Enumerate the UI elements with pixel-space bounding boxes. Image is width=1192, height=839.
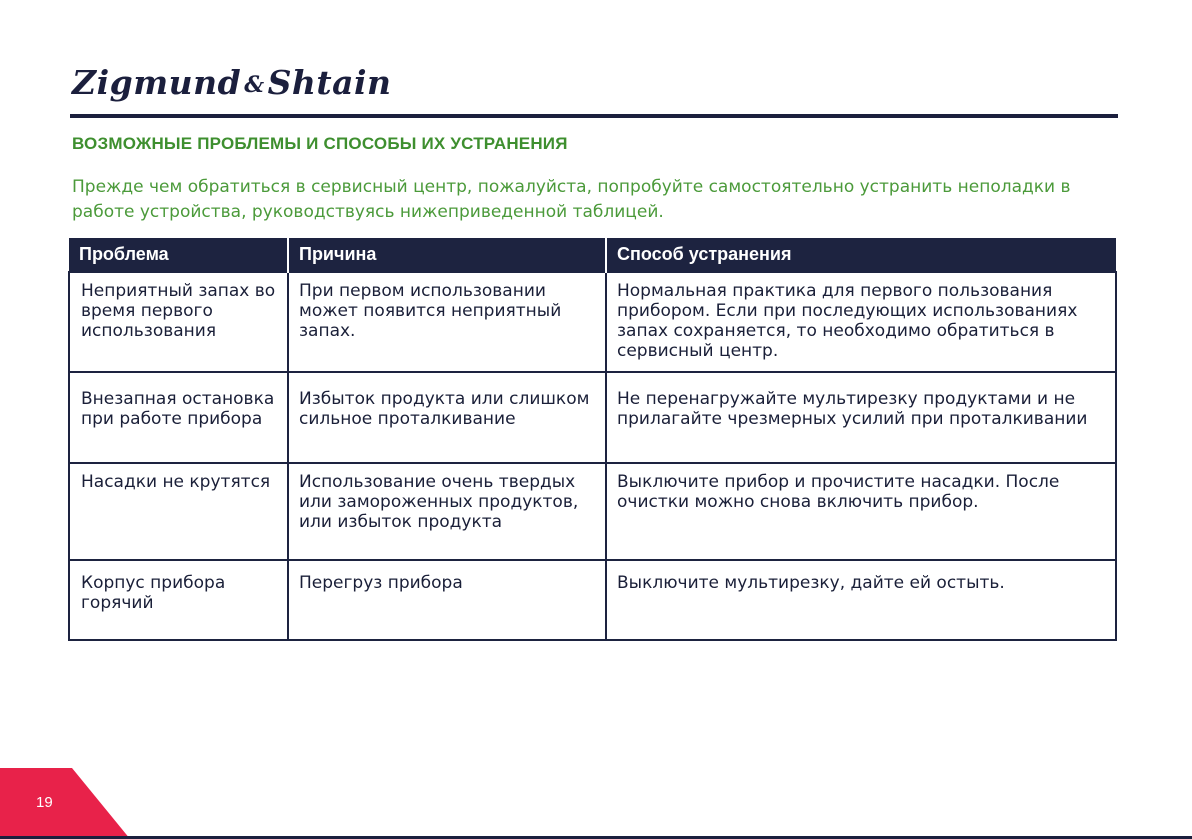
header-divider (70, 114, 1118, 118)
intro-paragraph: Прежде чем обратиться в сервисный центр, пожалуйста, попробуйте самостоятельно устранить неполадки в работе устройства, руководствуясь нижеприведенной таблицей. (72, 177, 1071, 222)
cell-problem: Корпус прибора горячий (69, 560, 288, 640)
header-problem: Проблема (69, 238, 288, 272)
cell-solution: Нормальная практика для первого пользования прибором. Если при последующих использованиях запах сохраняется, то необходимо обратиться в сервисный центр. (606, 272, 1116, 372)
header-solution: Способ устранения (606, 238, 1116, 272)
table-row (69, 560, 1116, 640)
header-cause: Причина (288, 238, 606, 272)
cell-cause: Использование очень твердых или замороженных продуктов, или избыток продукта (288, 463, 606, 560)
section-title: ВОЗМОЖНЫЕ ПРОБЛЕМЫ И СПОСОБЫ ИХ УСТРАНЕНИЯ (72, 134, 568, 153)
page-corner-accent (0, 768, 130, 839)
logo-second-text: Shtain (267, 63, 392, 102)
cell-cause: Перегруз прибора (288, 560, 606, 640)
cell-solution: Не перенагружайте мультирезку продуктами и не прилагайте чрезмерных усилий при проталкивании (606, 372, 1116, 463)
table-row (69, 463, 1116, 560)
table-row (69, 272, 1116, 372)
table-row (69, 372, 1116, 463)
logo-main-text: Zigmund (72, 63, 242, 102)
cell-solution: Выключите мультирезку, дайте ей остыть. (606, 560, 1116, 640)
table-header-row (69, 238, 1116, 272)
page-number: 19 (36, 794, 53, 811)
logo-ampersand: & (244, 72, 265, 98)
cell-cause: При первом использовании может появится неприятный запах. (288, 272, 606, 372)
cell-cause: Избыток продукта или слишком сильное проталкивание (288, 372, 606, 463)
cell-problem: Насадки не крутятся (69, 463, 288, 560)
cell-problem: Неприятный запах во время первого использования (69, 272, 288, 372)
troubleshooting-table (68, 238, 1117, 641)
brand-logo (72, 63, 392, 102)
cell-solution: Выключите прибор и прочистите насадки. После очистки можно снова включить прибор. (606, 463, 1116, 560)
cell-problem: Внезапная остановка при работе прибора (69, 372, 288, 463)
